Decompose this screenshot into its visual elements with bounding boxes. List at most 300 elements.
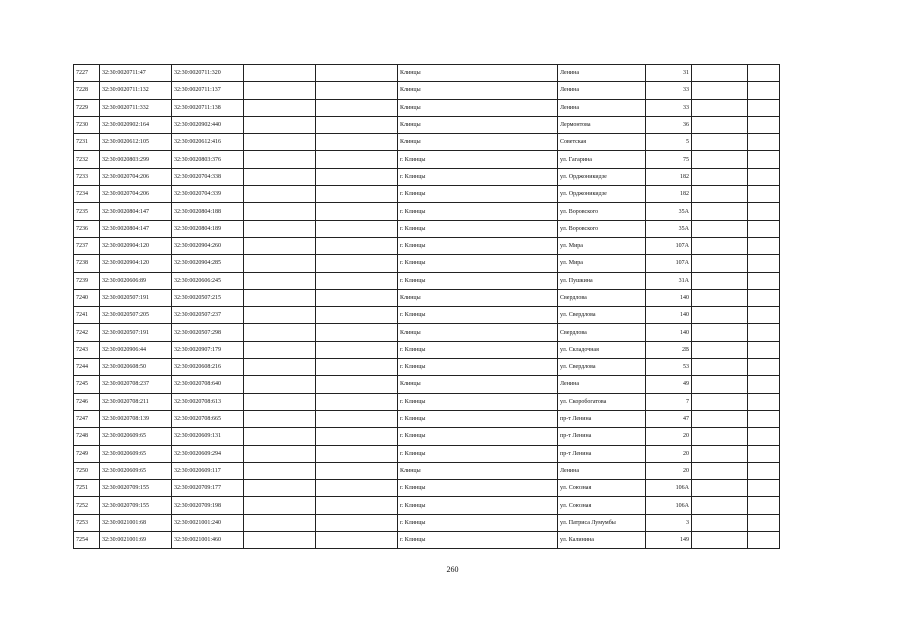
city-cell: Клинцы: [398, 289, 558, 306]
table-row: [74, 514, 780, 531]
cadastral-number-cell: 32:30:0021001:69: [100, 532, 172, 549]
table-row: [74, 255, 780, 272]
city-cell: г. Клинцы: [398, 445, 558, 462]
empty-cell: [748, 393, 780, 410]
table-row: [74, 497, 780, 514]
table-row: [74, 410, 780, 427]
empty-cell: [244, 237, 316, 254]
street-cell: Свердлова: [558, 289, 646, 306]
row-number-cell: 7248: [74, 428, 100, 445]
row-number-cell: 7236: [74, 220, 100, 237]
empty-cell: [692, 497, 748, 514]
empty-cell: [748, 151, 780, 168]
city-cell: г. Клинцы: [398, 514, 558, 531]
table-body: [74, 65, 780, 549]
empty-cell: [244, 134, 316, 151]
empty-cell: [748, 134, 780, 151]
empty-cell: [748, 116, 780, 133]
street-cell: Советская: [558, 134, 646, 151]
row-number-cell: 7241: [74, 307, 100, 324]
city-cell: г. Клинцы: [398, 151, 558, 168]
cadastral-number-cell: 32:30:0020804:147: [100, 203, 172, 220]
object-cadastral-number-cell: 32:30:0020606:245: [172, 272, 244, 289]
empty-cell: [748, 532, 780, 549]
row-number-cell: 7234: [74, 186, 100, 203]
object-cadastral-number-cell: 32:30:0020803:376: [172, 151, 244, 168]
empty-cell: [748, 255, 780, 272]
empty-cell: [692, 203, 748, 220]
row-number-cell: 7254: [74, 532, 100, 549]
empty-cell: [244, 220, 316, 237]
cadastral-number-cell: 32:30:0020804:147: [100, 220, 172, 237]
empty-cell: [748, 428, 780, 445]
house-number-cell: 3: [646, 514, 692, 531]
empty-cell: [748, 220, 780, 237]
house-number-cell: 33: [646, 82, 692, 99]
city-cell: г. Клинцы: [398, 168, 558, 185]
empty-cell: [244, 99, 316, 116]
object-cadastral-number-cell: 32:30:0020704:338: [172, 168, 244, 185]
object-cadastral-number-cell: 32:30:0020507:215: [172, 289, 244, 306]
object-cadastral-number-cell: 32:30:0020708:665: [172, 410, 244, 427]
row-number-cell: 7232: [74, 151, 100, 168]
object-cadastral-number-cell: 32:30:0020609:131: [172, 428, 244, 445]
cadastral-number-cell: 32:30:0020708:237: [100, 376, 172, 393]
empty-cell: [316, 220, 398, 237]
cadastral-number-cell: 32:30:0020708:211: [100, 393, 172, 410]
empty-cell: [244, 255, 316, 272]
empty-cell: [692, 324, 748, 341]
object-cadastral-number-cell: 32:30:0020612:416: [172, 134, 244, 151]
row-number-cell: 7233: [74, 168, 100, 185]
house-number-cell: 7: [646, 393, 692, 410]
object-cadastral-number-cell: 32:30:0020904:260: [172, 237, 244, 254]
empty-cell: [748, 186, 780, 203]
street-cell: ул. Мира: [558, 237, 646, 254]
empty-cell: [244, 82, 316, 99]
empty-cell: [244, 428, 316, 445]
empty-cell: [316, 168, 398, 185]
row-number-cell: 7242: [74, 324, 100, 341]
empty-cell: [244, 341, 316, 358]
row-number-cell: 7229: [74, 99, 100, 116]
street-cell: Ленина: [558, 99, 646, 116]
empty-cell: [692, 272, 748, 289]
empty-cell: [244, 497, 316, 514]
city-cell: г. Клинцы: [398, 359, 558, 376]
empty-cell: [748, 168, 780, 185]
empty-cell: [748, 480, 780, 497]
table-row: [74, 151, 780, 168]
empty-cell: [316, 445, 398, 462]
object-cadastral-number-cell: 32:30:0020904:285: [172, 255, 244, 272]
empty-cell: [748, 65, 780, 82]
cadastral-number-cell: 32:30:0020507:191: [100, 324, 172, 341]
empty-cell: [244, 116, 316, 133]
empty-cell: [692, 116, 748, 133]
empty-cell: [316, 428, 398, 445]
street-cell: ул. Воровского: [558, 220, 646, 237]
table-row: [74, 307, 780, 324]
house-number-cell: 140: [646, 307, 692, 324]
house-number-cell: 106А: [646, 480, 692, 497]
empty-cell: [692, 462, 748, 479]
empty-cell: [692, 168, 748, 185]
city-cell: Клинцы: [398, 82, 558, 99]
table-row: [74, 99, 780, 116]
row-number-cell: 7239: [74, 272, 100, 289]
cadastral-number-cell: 32:30:0020606:89: [100, 272, 172, 289]
street-cell: ул. Гагарина: [558, 151, 646, 168]
cadastral-number-cell: 32:30:0020709:155: [100, 497, 172, 514]
empty-cell: [692, 532, 748, 549]
cadastral-number-cell: 32:30:0020803:299: [100, 151, 172, 168]
row-number-cell: 7230: [74, 116, 100, 133]
street-cell: ул. Свердлова: [558, 359, 646, 376]
empty-cell: [748, 341, 780, 358]
city-cell: Клинцы: [398, 99, 558, 116]
empty-cell: [748, 272, 780, 289]
street-cell: ул. Мира: [558, 255, 646, 272]
empty-cell: [316, 341, 398, 358]
house-number-cell: 107А: [646, 237, 692, 254]
empty-cell: [244, 480, 316, 497]
house-number-cell: 107А: [646, 255, 692, 272]
table-row: [74, 134, 780, 151]
house-number-cell: 20: [646, 428, 692, 445]
city-cell: г. Клинцы: [398, 532, 558, 549]
empty-cell: [244, 376, 316, 393]
empty-cell: [316, 324, 398, 341]
city-cell: Клинцы: [398, 376, 558, 393]
empty-cell: [316, 272, 398, 289]
empty-cell: [748, 99, 780, 116]
street-cell: Лермонтова: [558, 116, 646, 133]
empty-cell: [692, 289, 748, 306]
row-number-cell: 7228: [74, 82, 100, 99]
object-cadastral-number-cell: 32:30:0020711:138: [172, 99, 244, 116]
street-cell: ул. Скоробогатова: [558, 393, 646, 410]
empty-cell: [244, 462, 316, 479]
cadastral-number-cell: 32:30:0020612:105: [100, 134, 172, 151]
city-cell: г. Клинцы: [398, 428, 558, 445]
empty-cell: [692, 307, 748, 324]
empty-cell: [748, 237, 780, 254]
empty-cell: [316, 376, 398, 393]
cadastral-number-cell: 32:30:0020507:191: [100, 289, 172, 306]
city-cell: г. Клинцы: [398, 203, 558, 220]
empty-cell: [692, 393, 748, 410]
empty-cell: [244, 151, 316, 168]
city-cell: г. Клинцы: [398, 480, 558, 497]
empty-cell: [692, 376, 748, 393]
empty-cell: [748, 359, 780, 376]
empty-cell: [316, 462, 398, 479]
table-row: [74, 445, 780, 462]
empty-cell: [692, 65, 748, 82]
empty-cell: [316, 307, 398, 324]
empty-cell: [316, 82, 398, 99]
empty-cell: [316, 289, 398, 306]
object-cadastral-number-cell: 32:30:0020907:179: [172, 341, 244, 358]
empty-cell: [692, 151, 748, 168]
object-cadastral-number-cell: 32:30:0020708:640: [172, 376, 244, 393]
city-cell: г. Клинцы: [398, 186, 558, 203]
table-row: [74, 186, 780, 203]
object-cadastral-number-cell: 32:30:0021001:460: [172, 532, 244, 549]
house-number-cell: 31А: [646, 272, 692, 289]
empty-cell: [692, 359, 748, 376]
cadastral-number-cell: 32:30:0020609:65: [100, 428, 172, 445]
row-number-cell: 7251: [74, 480, 100, 497]
empty-cell: [692, 255, 748, 272]
empty-cell: [692, 134, 748, 151]
empty-cell: [316, 514, 398, 531]
cadastral-number-cell: 32:30:0020609:65: [100, 462, 172, 479]
empty-cell: [244, 410, 316, 427]
row-number-cell: 7249: [74, 445, 100, 462]
empty-cell: [316, 151, 398, 168]
cadastral-number-cell: 32:30:0020704:206: [100, 168, 172, 185]
house-number-cell: 75: [646, 151, 692, 168]
empty-cell: [244, 307, 316, 324]
cadastral-number-cell: 32:30:0020507:205: [100, 307, 172, 324]
table-row: [74, 168, 780, 185]
empty-cell: [244, 168, 316, 185]
house-number-cell: 140: [646, 289, 692, 306]
row-number-cell: 7227: [74, 65, 100, 82]
cadastral-number-cell: 32:30:0020711:132: [100, 82, 172, 99]
street-cell: Ленина: [558, 65, 646, 82]
empty-cell: [748, 82, 780, 99]
street-cell: ул. Калинина: [558, 532, 646, 549]
empty-cell: [316, 134, 398, 151]
cadastral-number-cell: 32:30:0020904:120: [100, 237, 172, 254]
empty-cell: [244, 65, 316, 82]
cadastral-number-cell: 32:30:0020711:332: [100, 99, 172, 116]
cadastral-number-cell: 32:30:0020709:155: [100, 480, 172, 497]
object-cadastral-number-cell: 32:30:0020608:216: [172, 359, 244, 376]
table-row: [74, 324, 780, 341]
city-cell: г. Клинцы: [398, 341, 558, 358]
empty-cell: [316, 237, 398, 254]
row-number-cell: 7240: [74, 289, 100, 306]
empty-cell: [748, 410, 780, 427]
object-cadastral-number-cell: 32:30:0020709:177: [172, 480, 244, 497]
house-number-cell: 49: [646, 376, 692, 393]
street-cell: ул. Орджоникидзе: [558, 186, 646, 203]
empty-cell: [316, 532, 398, 549]
street-cell: ул. Свердлова: [558, 307, 646, 324]
object-cadastral-number-cell: 32:30:0020704:339: [172, 186, 244, 203]
table-row: [74, 393, 780, 410]
street-cell: Ленина: [558, 82, 646, 99]
empty-cell: [244, 203, 316, 220]
table-row: [74, 65, 780, 82]
table-row: [74, 116, 780, 133]
city-cell: Клинцы: [398, 65, 558, 82]
empty-cell: [692, 428, 748, 445]
object-cadastral-number-cell: 32:30:0020804:189: [172, 220, 244, 237]
empty-cell: [316, 186, 398, 203]
row-number-cell: 7238: [74, 255, 100, 272]
empty-cell: [244, 445, 316, 462]
house-number-cell: 53: [646, 359, 692, 376]
table-row: [74, 428, 780, 445]
house-number-cell: 33: [646, 99, 692, 116]
empty-cell: [692, 480, 748, 497]
table-row: [74, 341, 780, 358]
row-number-cell: 7252: [74, 497, 100, 514]
city-cell: Клинцы: [398, 324, 558, 341]
empty-cell: [692, 99, 748, 116]
empty-cell: [748, 462, 780, 479]
empty-cell: [244, 272, 316, 289]
street-cell: Свердлова: [558, 324, 646, 341]
row-number-cell: 7246: [74, 393, 100, 410]
empty-cell: [316, 480, 398, 497]
empty-cell: [244, 514, 316, 531]
empty-cell: [244, 324, 316, 341]
city-cell: г. Клинцы: [398, 255, 558, 272]
empty-cell: [316, 255, 398, 272]
object-cadastral-number-cell: 32:30:0020507:237: [172, 307, 244, 324]
page-number: 260: [446, 565, 459, 574]
table-row: [74, 272, 780, 289]
row-number-cell: 7245: [74, 376, 100, 393]
empty-cell: [748, 445, 780, 462]
cadastral-number-cell: 32:30:0020704:206: [100, 186, 172, 203]
object-cadastral-number-cell: 32:30:0020709:198: [172, 497, 244, 514]
city-cell: г. Клинцы: [398, 410, 558, 427]
house-number-cell: 20: [646, 445, 692, 462]
table-row: [74, 359, 780, 376]
empty-cell: [316, 65, 398, 82]
street-cell: ул. Пушкина: [558, 272, 646, 289]
empty-cell: [692, 410, 748, 427]
table-row: [74, 237, 780, 254]
empty-cell: [316, 410, 398, 427]
house-number-cell: 106А: [646, 497, 692, 514]
table-row: [74, 203, 780, 220]
empty-cell: [244, 393, 316, 410]
empty-cell: [316, 393, 398, 410]
row-number-cell: 7235: [74, 203, 100, 220]
empty-cell: [316, 497, 398, 514]
table-row: [74, 289, 780, 306]
cadastral-number-cell: 32:30:0020904:120: [100, 255, 172, 272]
cadastral-number-cell: 32:30:0020609:65: [100, 445, 172, 462]
row-number-cell: 7247: [74, 410, 100, 427]
house-number-cell: 35А: [646, 203, 692, 220]
row-number-cell: 7253: [74, 514, 100, 531]
house-number-cell: 36: [646, 116, 692, 133]
empty-cell: [316, 359, 398, 376]
empty-cell: [748, 497, 780, 514]
cadastral-number-cell: 32:30:0020711:47: [100, 65, 172, 82]
empty-cell: [244, 186, 316, 203]
cadastral-number-cell: 32:30:0020902:164: [100, 116, 172, 133]
object-cadastral-number-cell: 32:30:0020711:320: [172, 65, 244, 82]
empty-cell: [692, 341, 748, 358]
street-cell: ул. Орджоникидзе: [558, 168, 646, 185]
empty-cell: [244, 359, 316, 376]
row-number-cell: 7237: [74, 237, 100, 254]
street-cell: ул. Складочная: [558, 341, 646, 358]
row-number-cell: 7231: [74, 134, 100, 151]
table-row: [74, 532, 780, 549]
empty-cell: [748, 307, 780, 324]
empty-cell: [692, 220, 748, 237]
street-cell: пр-т Ленина: [558, 410, 646, 427]
empty-cell: [692, 514, 748, 531]
house-number-cell: 140: [646, 324, 692, 341]
empty-cell: [692, 445, 748, 462]
house-number-cell: 35А: [646, 220, 692, 237]
city-cell: г. Клинцы: [398, 272, 558, 289]
city-cell: г. Клинцы: [398, 237, 558, 254]
row-number-cell: 7250: [74, 462, 100, 479]
object-cadastral-number-cell: 32:30:0020609:117: [172, 462, 244, 479]
empty-cell: [244, 532, 316, 549]
city-cell: Клинцы: [398, 116, 558, 133]
property-table: [73, 64, 780, 549]
house-number-cell: 31: [646, 65, 692, 82]
empty-cell: [692, 186, 748, 203]
cadastral-number-cell: 32:30:0020608:50: [100, 359, 172, 376]
object-cadastral-number-cell: 32:30:0020804:188: [172, 203, 244, 220]
house-number-cell: 5: [646, 134, 692, 151]
city-cell: Клинцы: [398, 462, 558, 479]
empty-cell: [748, 289, 780, 306]
empty-cell: [316, 116, 398, 133]
house-number-cell: 149: [646, 532, 692, 549]
house-number-cell: 182: [646, 168, 692, 185]
street-cell: Ленина: [558, 462, 646, 479]
cadastral-number-cell: 32:30:0020708:139: [100, 410, 172, 427]
city-cell: г. Клинцы: [398, 307, 558, 324]
row-number-cell: 7243: [74, 341, 100, 358]
empty-cell: [748, 324, 780, 341]
table-row: [74, 376, 780, 393]
cadastral-number-cell: 32:30:0021001:68: [100, 514, 172, 531]
table-row: [74, 462, 780, 479]
street-cell: ул. Воровского: [558, 203, 646, 220]
object-cadastral-number-cell: 32:30:0020711:137: [172, 82, 244, 99]
object-cadastral-number-cell: 32:30:0020507:298: [172, 324, 244, 341]
city-cell: г. Клинцы: [398, 393, 558, 410]
street-cell: ул. Союзная: [558, 480, 646, 497]
street-cell: Ленина: [558, 376, 646, 393]
street-cell: пр-т Ленина: [558, 428, 646, 445]
street-cell: пр-т Ленина: [558, 445, 646, 462]
empty-cell: [748, 203, 780, 220]
house-number-cell: 182: [646, 186, 692, 203]
city-cell: г. Клинцы: [398, 220, 558, 237]
empty-cell: [316, 99, 398, 116]
empty-cell: [316, 203, 398, 220]
table-row: [74, 220, 780, 237]
empty-cell: [692, 82, 748, 99]
empty-cell: [692, 237, 748, 254]
table-row: [74, 480, 780, 497]
cadastral-number-cell: 32:30:0020906:44: [100, 341, 172, 358]
row-number-cell: 7244: [74, 359, 100, 376]
object-cadastral-number-cell: 32:30:0020708:613: [172, 393, 244, 410]
city-cell: Клинцы: [398, 134, 558, 151]
city-cell: г. Клинцы: [398, 497, 558, 514]
house-number-cell: 20: [646, 462, 692, 479]
